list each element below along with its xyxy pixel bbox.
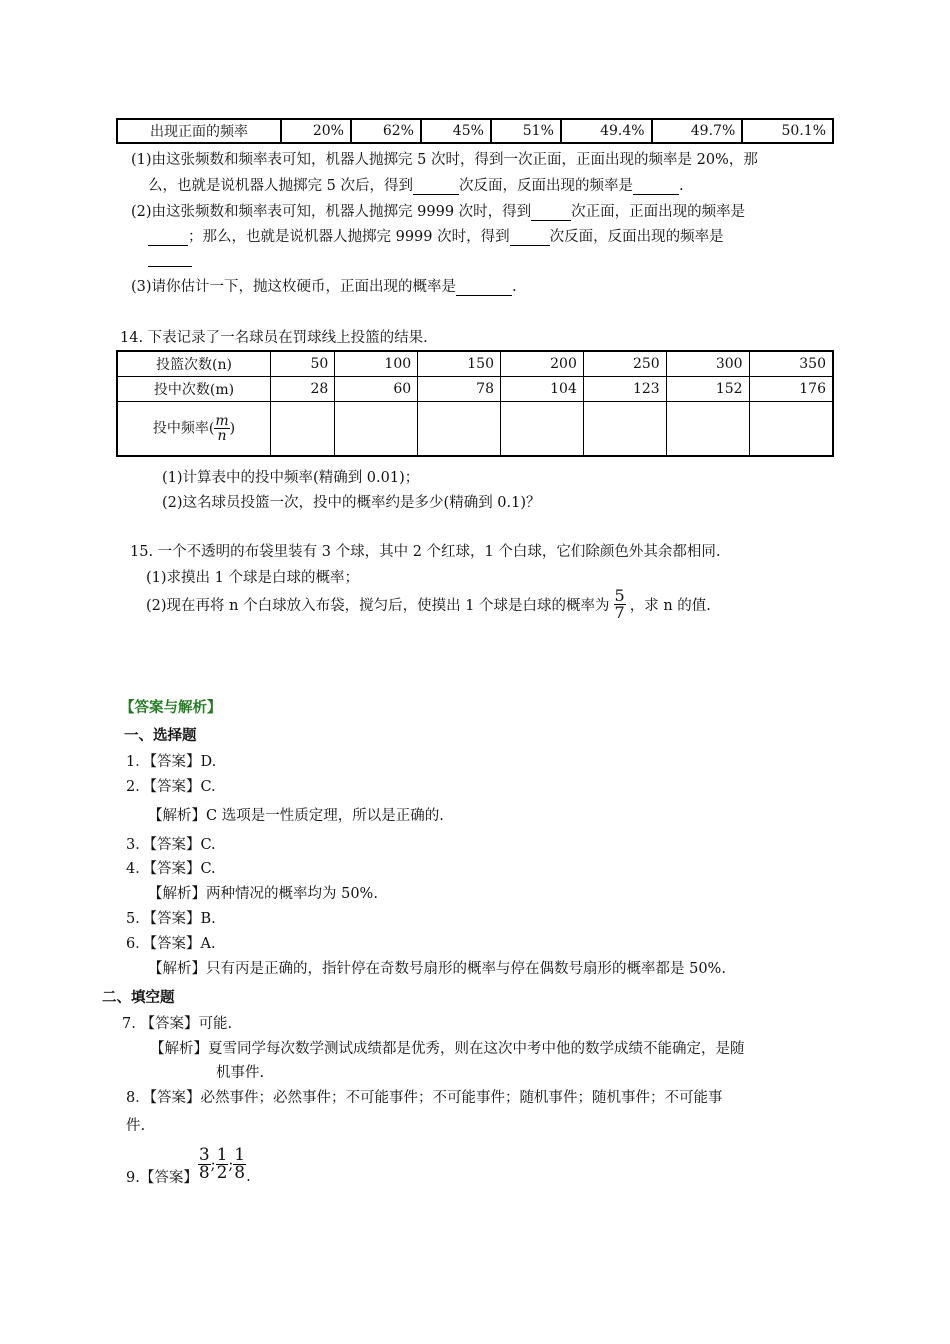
fraction: $\frac{1}{8}$ (234, 1145, 246, 1183)
answer-blank (456, 279, 512, 296)
answer-item: 1．【答案】D. (126, 754, 217, 770)
section-heading: 一、选择题 (124, 727, 197, 744)
answer-blank (148, 229, 188, 246)
table-row (117, 119, 833, 143)
table-cell-empty (335, 402, 418, 456)
row-label: 出现正面的频率 (117, 119, 281, 143)
q15-sub1: (1)求摸出 1 个球是白球的概率； (146, 570, 359, 586)
table-cell: 123 (583, 377, 666, 402)
answer-item-cont: 件. (126, 1118, 146, 1134)
table-cell: 51% (491, 119, 561, 143)
answer-explanation: 【解析】两种情况的概率均为 50%. (148, 886, 378, 902)
q14-title: 14. 下表记录了一名球员在罚球线上投篮的结果. (120, 330, 428, 346)
answer-item: 9.【答案】 $\frac{3}{8}$ ; $\frac{1}{2}$ ; $\frac{1}{8}$ . (126, 1145, 251, 1186)
table-cell: 200 (501, 351, 584, 377)
q14-sub2: (2)这名球员投篮一次，投中的概率约是多少(精确到 0.1)？ (162, 495, 541, 511)
answers-heading: 【答案与解析】 (120, 699, 222, 716)
table-cell-empty (749, 402, 833, 456)
answer-item: 5．【答案】B. (126, 911, 216, 927)
table-cell: 62% (351, 119, 421, 143)
q13-part1-line2: 么，也就是说机器人抛掷完 5 次后，得到 次反面，反面出现的频率是 . (148, 178, 684, 194)
fraction: $\frac{1}{2}$ (216, 1145, 228, 1183)
q13-part2-line2: ；那么，也就是说机器人抛掷完 9999 次时，得到 次反面，反面出现的频率是 (148, 225, 724, 246)
table-cell: 350 (749, 351, 833, 377)
table-cell: 60 (335, 377, 418, 402)
q13-part2-line3 (148, 250, 192, 267)
answer-explanation: 【解析】C 选项是一性质定理，所以是正确的. (148, 808, 444, 824)
table-cell: 152 (666, 377, 749, 402)
answer-blank (413, 178, 459, 195)
q15-sub2: (2)现在再将 n 个白球放入布袋，搅匀后，使摸出 1 个球是白球的概率为 $\frac{5}{7}$ ，求 n 的值. (146, 586, 711, 622)
table-cell: 176 (749, 377, 833, 402)
table-cell: 104 (501, 377, 584, 402)
q13-part2-line1: (2)由这张频数和频率表可知，机器人抛掷完 9999 次时，得到 次正面，正面出现的频率是 (131, 204, 746, 220)
q14-sub1: (1)计算表中的投中频率(精确到 0.01)； (162, 470, 420, 486)
table-cell-empty (418, 402, 501, 456)
section-heading: 二、填空题 (102, 989, 175, 1006)
row-label: 投篮次数(n) (117, 351, 271, 377)
answer-item: 3．【答案】C. (126, 837, 216, 853)
answer-explanation: 【解析】夏雪同学每次数学测试成绩都是优秀，则在这次中考中他的数学成绩不能确定，是随 (150, 1041, 745, 1057)
table-cell: 250 (583, 351, 666, 377)
row-label: 投中次数(m) (117, 377, 271, 402)
table-cell-empty (666, 402, 749, 456)
answer-item: 8．【答案】必然事件；必然事件；不可能事件；不可能事件；随机事件；随机事件；不可能事 (126, 1090, 723, 1106)
q13-part1-line1: (1)由这张频数和频率表可知，机器人抛掷完 5 次时，得到一次正面，正面出现的频率是 20%，那 (131, 152, 758, 168)
table-cell: 300 (666, 351, 749, 377)
answer-blank (633, 178, 679, 195)
q13-part3: (3)请你估计一下，抛这枚硬币，正面出现的概率是 . (131, 279, 517, 295)
answer-blank (148, 250, 192, 267)
answer-explanation: 【解析】只有丙是正确的，指针停在奇数号扇形的概率与停在偶数号扇形的概率都是 50%. (148, 961, 726, 977)
answer-explanation-cont: 机事件. (216, 1065, 265, 1081)
table-cell: 150 (418, 351, 501, 377)
table-cell: 20% (281, 119, 351, 143)
table-cell: 50 (271, 351, 335, 377)
shooting-results-table (116, 350, 834, 457)
answer-item: 4．【答案】C. (126, 861, 216, 877)
table-cell: 100 (335, 351, 418, 377)
table-row (117, 402, 833, 456)
table-cell: 28 (271, 377, 335, 402)
table-cell: 50.1% (742, 119, 833, 143)
table-row (117, 377, 833, 402)
fraction: $\frac{5}{7}$ (614, 586, 625, 622)
fraction: $\frac{m}{n}$ (215, 412, 229, 444)
table-row (117, 351, 833, 377)
answer-blank (531, 204, 571, 221)
table-cell: 49.4% (561, 119, 652, 143)
answer-blank (510, 229, 550, 246)
q15-title: 15. 一个不透明的布袋里装有 3 个球，其中 2 个红球，1 个白球，它们除颜色外其余都相同. (130, 544, 721, 560)
fraction: $\frac{3}{8}$ (198, 1145, 210, 1183)
table-cell: 78 (418, 377, 501, 402)
table-cell-empty (501, 402, 584, 456)
answer-item: 6．【答案】A. (126, 936, 216, 952)
coin-frequency-table (116, 118, 834, 144)
table-cell: 49.7% (652, 119, 743, 143)
table-cell: 45% (421, 119, 491, 143)
table-cell-empty (271, 402, 335, 456)
table-cell-empty (583, 402, 666, 456)
answer-item: 2．【答案】C. (126, 779, 216, 795)
row-label: 投中频率( $\frac{m}{n}$ ) (117, 402, 271, 456)
answer-item: 7. 【答案】可能. (122, 1016, 233, 1032)
